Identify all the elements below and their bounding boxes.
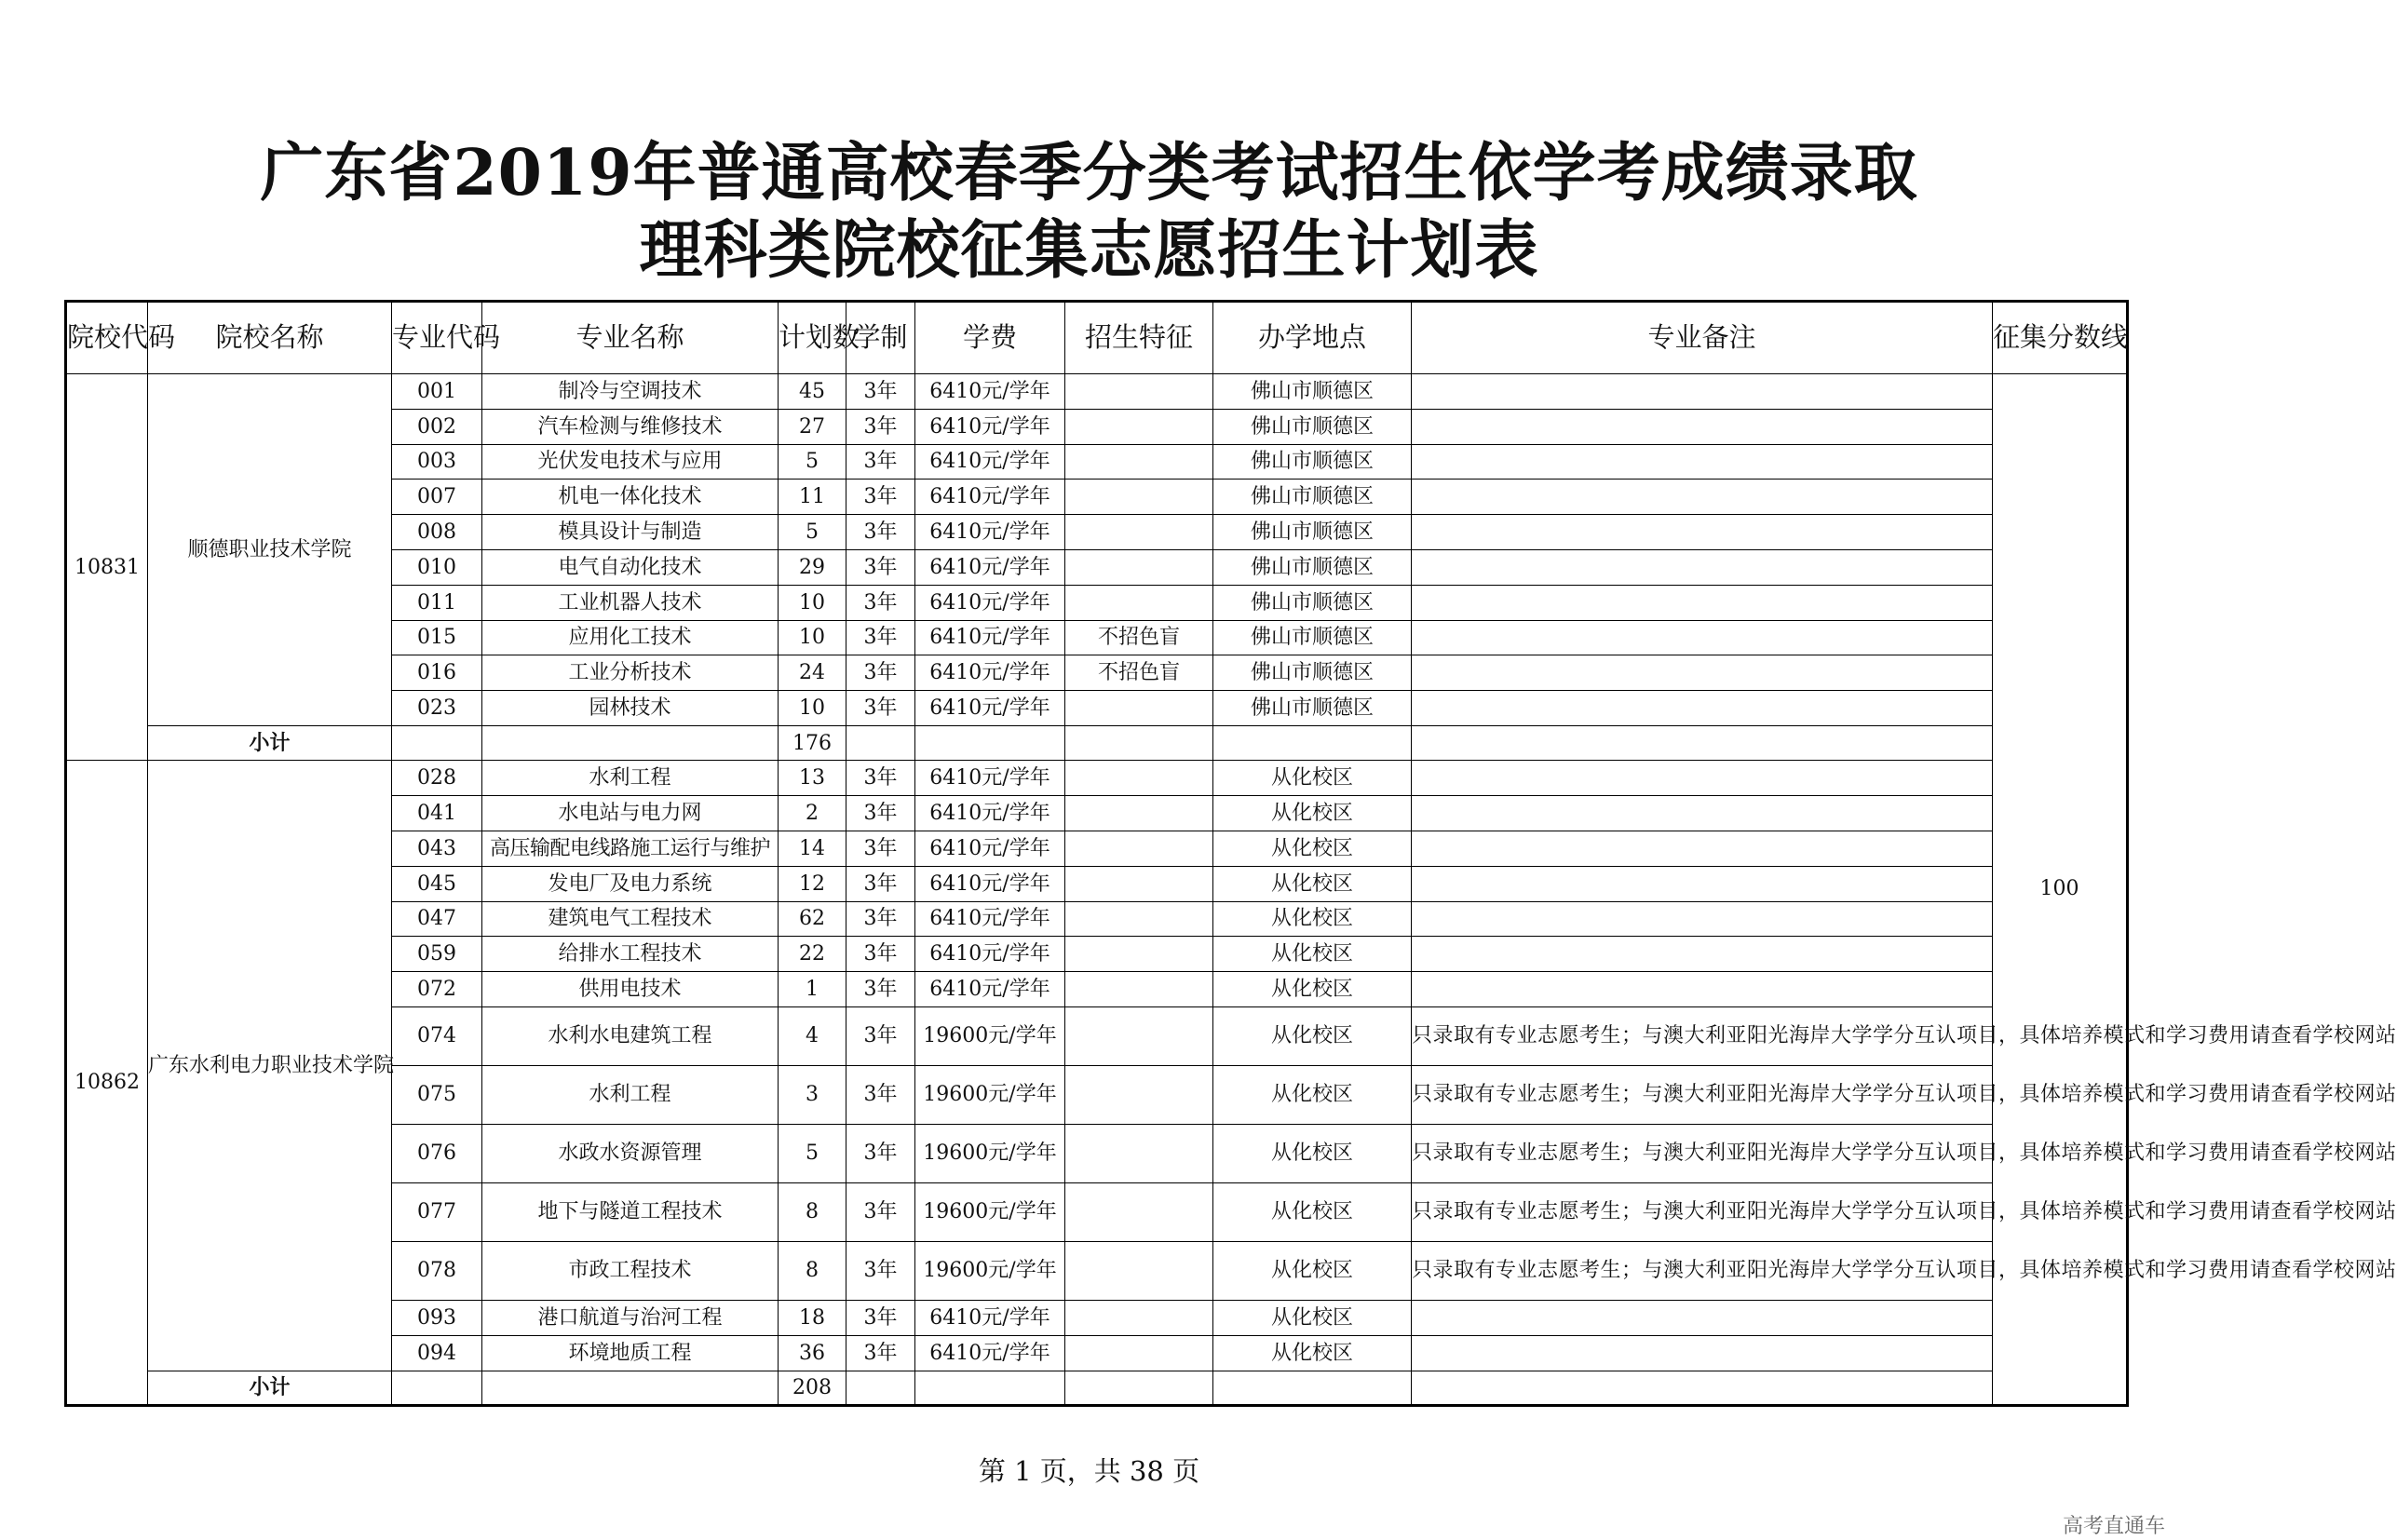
major-name-cell: 应用化工技术 (482, 620, 779, 655)
plan-cell: 27 (779, 409, 846, 444)
location-cell: 从化校区 (1213, 901, 1412, 937)
table-row (66, 374, 2128, 410)
major-name-cell: 建筑电气工程技术 (482, 901, 779, 937)
duration-cell: 3年 (846, 549, 915, 585)
remark-cell (1412, 409, 1993, 444)
school-name-cell: 广东水利电力职业技术学院 (148, 761, 392, 1371)
location-cell: 从化校区 (1213, 1125, 1412, 1183)
subtotal-empty-cell (1065, 725, 1213, 761)
fee-cell: 19600元/学年 (915, 1125, 1065, 1183)
major-name-cell: 工业分析技术 (482, 655, 779, 691)
major-name-cell: 地下与隧道工程技术 (482, 1183, 779, 1242)
major-name-cell: 制冷与空调技术 (482, 374, 779, 410)
major-name-cell: 水电站与电力网 (482, 796, 779, 831)
school-code-cell: 10831 (66, 374, 148, 761)
fee-cell: 6410元/学年 (915, 549, 1065, 585)
fee-cell: 6410元/学年 (915, 444, 1065, 480)
feature-cell (1065, 549, 1213, 585)
location-cell: 从化校区 (1213, 866, 1412, 901)
major-name-cell: 高压输配电线路施工运行与维护 (482, 831, 779, 867)
header-fee: 学费 (915, 302, 1065, 374)
remark-cell (1412, 655, 1993, 691)
feature-cell (1065, 831, 1213, 867)
feature-cell (1065, 1183, 1213, 1242)
major-name-cell: 水利工程 (482, 761, 779, 796)
duration-cell: 3年 (846, 1301, 915, 1336)
feature-cell: 不招色盲 (1065, 655, 1213, 691)
plan-cell: 45 (779, 374, 846, 410)
plan-cell: 1 (779, 972, 846, 1007)
subtotal-empty-cell (1213, 725, 1412, 761)
remark-cell (1412, 549, 1993, 585)
fee-cell: 6410元/学年 (915, 374, 1065, 410)
subtotal-empty-cell (482, 1371, 779, 1406)
subtotal-empty-cell (1412, 725, 1993, 761)
fee-cell: 6410元/学年 (915, 515, 1065, 550)
duration-cell: 3年 (846, 409, 915, 444)
fee-cell: 6410元/学年 (915, 831, 1065, 867)
header-duration: 学制 (846, 302, 915, 374)
feature-cell (1065, 1066, 1213, 1125)
major-name-cell: 水政水资源管理 (482, 1125, 779, 1183)
duration-cell: 3年 (846, 937, 915, 972)
feature-cell (1065, 1242, 1213, 1301)
duration-cell: 3年 (846, 691, 915, 726)
major-name-cell: 供用电技术 (482, 972, 779, 1007)
duration-cell: 3年 (846, 374, 915, 410)
subtotal-empty-cell (392, 725, 482, 761)
remark-cell (1412, 831, 1993, 867)
subtotal-empty-cell (846, 1371, 915, 1406)
feature-cell (1065, 796, 1213, 831)
location-cell: 佛山市顺德区 (1213, 585, 1412, 620)
plan-cell: 10 (779, 585, 846, 620)
major-name-cell: 汽车检测与维修技术 (482, 409, 779, 444)
duration-cell: 3年 (846, 585, 915, 620)
subtotal-row (66, 725, 2128, 761)
table-row (66, 761, 2128, 796)
major-name-cell: 水利工程 (482, 1066, 779, 1125)
duration-cell: 3年 (846, 1183, 915, 1242)
major-code-cell: 007 (392, 480, 482, 515)
major-code-cell: 010 (392, 549, 482, 585)
fee-cell: 19600元/学年 (915, 1066, 1065, 1125)
fee-cell: 19600元/学年 (915, 1007, 1065, 1066)
min-score-cell: 100 (1993, 374, 2128, 1406)
plan-cell: 10 (779, 691, 846, 726)
subtotal-value-cell: 176 (779, 725, 846, 761)
plan-cell: 14 (779, 831, 846, 867)
major-code-cell: 028 (392, 761, 482, 796)
major-code-cell: 078 (392, 1242, 482, 1301)
duration-cell: 3年 (846, 515, 915, 550)
duration-cell: 3年 (846, 620, 915, 655)
major-code-cell: 043 (392, 831, 482, 867)
subtotal-label-cell: 小计 (148, 1371, 392, 1406)
major-name-cell: 港口航道与治河工程 (482, 1301, 779, 1336)
plan-cell: 36 (779, 1335, 846, 1371)
feature-cell (1065, 1301, 1213, 1336)
feature-cell (1065, 1007, 1213, 1066)
plan-cell: 18 (779, 1301, 846, 1336)
feature-cell (1065, 691, 1213, 726)
feature-cell (1065, 866, 1213, 901)
remark-cell (1412, 1335, 1993, 1371)
subtotal-label-cell: 小计 (148, 725, 392, 761)
major-code-cell: 008 (392, 515, 482, 550)
plan-cell: 12 (779, 866, 846, 901)
feature-cell (1065, 409, 1213, 444)
title-line-1: 广东省2019年普通高校春季分类考试招生依学考成绩录取 (260, 136, 1918, 210)
feature-cell (1065, 585, 1213, 620)
major-name-cell: 模具设计与制造 (482, 515, 779, 550)
major-code-cell: 045 (392, 866, 482, 901)
remark-cell: 只录取有专业志愿考生；与澳大利亚阳光海岸大学学分互认项目，具体培养模式和学习费用请查看学校网站 (1412, 1242, 1993, 1301)
subtotal-value-cell: 208 (779, 1371, 846, 1406)
school-code-cell: 10862 (66, 761, 148, 1406)
plan-cell: 8 (779, 1183, 846, 1242)
duration-cell: 3年 (846, 866, 915, 901)
major-code-cell: 077 (392, 1183, 482, 1242)
duration-cell: 3年 (846, 1007, 915, 1066)
remark-cell (1412, 761, 1993, 796)
remark-cell (1412, 515, 1993, 550)
feature-cell (1065, 1335, 1213, 1371)
major-code-cell: 011 (392, 585, 482, 620)
major-code-cell: 003 (392, 444, 482, 480)
remark-cell (1412, 972, 1993, 1007)
subtotal-empty-cell (1065, 1371, 1213, 1406)
duration-cell: 3年 (846, 480, 915, 515)
feature-cell (1065, 1125, 1213, 1183)
page-footer: 第 1 页，共 38 页 (978, 1455, 1200, 1487)
fee-cell: 6410元/学年 (915, 901, 1065, 937)
major-code-cell: 001 (392, 374, 482, 410)
location-cell: 佛山市顺德区 (1213, 480, 1412, 515)
feature-cell (1065, 444, 1213, 480)
table-header-row (66, 302, 2128, 374)
duration-cell: 3年 (846, 1066, 915, 1125)
location-cell: 从化校区 (1213, 972, 1412, 1007)
major-code-cell: 076 (392, 1125, 482, 1183)
fee-cell: 6410元/学年 (915, 620, 1065, 655)
remark-cell (1412, 1301, 1993, 1336)
location-cell: 佛山市顺德区 (1213, 374, 1412, 410)
subtotal-empty-cell (482, 725, 779, 761)
duration-cell: 3年 (846, 655, 915, 691)
title-line-2: 理科类院校征集志愿招生计划表 (639, 213, 1539, 288)
duration-cell: 3年 (846, 1125, 915, 1183)
duration-cell: 3年 (846, 796, 915, 831)
fee-cell: 6410元/学年 (915, 409, 1065, 444)
major-code-cell: 041 (392, 796, 482, 831)
feature-cell (1065, 937, 1213, 972)
remark-cell: 只录取有专业志愿考生；与澳大利亚阳光海岸大学学分互认项目，具体培养模式和学习费用请查看学校网站 (1412, 1066, 1993, 1125)
header-school-name: 院校名称 (148, 302, 392, 374)
major-code-cell: 002 (392, 409, 482, 444)
subtotal-empty-cell (1213, 1371, 1412, 1406)
fee-cell: 6410元/学年 (915, 972, 1065, 1007)
plan-cell: 3 (779, 1066, 846, 1125)
remark-cell (1412, 620, 1993, 655)
header-school-code: 院校代码 (66, 302, 148, 374)
plan-cell: 5 (779, 1125, 846, 1183)
remark-cell (1412, 585, 1993, 620)
remark-cell (1412, 374, 1993, 410)
major-code-cell: 074 (392, 1007, 482, 1066)
feature-cell (1065, 901, 1213, 937)
remark-cell (1412, 901, 1993, 937)
location-cell: 从化校区 (1213, 796, 1412, 831)
major-name-cell: 水利水电建筑工程 (482, 1007, 779, 1066)
location-cell: 从化校区 (1213, 1183, 1412, 1242)
plan-cell: 2 (779, 796, 846, 831)
duration-cell: 3年 (846, 444, 915, 480)
plan-cell: 22 (779, 937, 846, 972)
admission-plan-table (64, 300, 2397, 1407)
duration-cell: 3年 (846, 1242, 915, 1301)
major-name-cell: 发电厂及电力系统 (482, 866, 779, 901)
header-major-code: 专业代码 (392, 302, 482, 374)
location-cell: 从化校区 (1213, 831, 1412, 867)
location-cell: 从化校区 (1213, 1301, 1412, 1336)
fee-cell: 19600元/学年 (915, 1183, 1065, 1242)
subtotal-empty-cell (915, 725, 1065, 761)
fee-cell: 6410元/学年 (915, 866, 1065, 901)
location-cell: 佛山市顺德区 (1213, 691, 1412, 726)
location-cell: 佛山市顺德区 (1213, 655, 1412, 691)
major-code-cell: 015 (392, 620, 482, 655)
location-cell: 佛山市顺德区 (1213, 409, 1412, 444)
duration-cell: 3年 (846, 901, 915, 937)
feature-cell (1065, 480, 1213, 515)
location-cell: 佛山市顺德区 (1213, 620, 1412, 655)
major-code-cell: 047 (392, 901, 482, 937)
duration-cell: 3年 (846, 761, 915, 796)
fee-cell: 6410元/学年 (915, 796, 1065, 831)
duration-cell: 3年 (846, 831, 915, 867)
plan-cell: 8 (779, 1242, 846, 1301)
major-name-cell: 工业机器人技术 (482, 585, 779, 620)
fee-cell: 6410元/学年 (915, 585, 1065, 620)
location-cell: 佛山市顺德区 (1213, 444, 1412, 480)
major-code-cell: 075 (392, 1066, 482, 1125)
major-name-cell: 给排水工程技术 (482, 937, 779, 972)
major-name-cell: 市政工程技术 (482, 1242, 779, 1301)
plan-cell: 5 (779, 444, 846, 480)
feature-cell: 不招色盲 (1065, 620, 1213, 655)
plan-cell: 5 (779, 515, 846, 550)
major-name-cell: 电气自动化技术 (482, 549, 779, 585)
feature-cell (1065, 515, 1213, 550)
remark-cell: 只录取有专业志愿考生；与澳大利亚阳光海岸大学学分互认项目，具体培养模式和学习费用请查看学校网站 (1412, 1125, 1993, 1183)
major-code-cell: 093 (392, 1301, 482, 1336)
location-cell: 从化校区 (1213, 761, 1412, 796)
school-name-cell: 顺德职业技术学院 (148, 374, 392, 726)
fee-cell: 6410元/学年 (915, 761, 1065, 796)
header-plan: 计划数 (779, 302, 846, 374)
location-cell: 从化校区 (1213, 1242, 1412, 1301)
subtotal-empty-cell (1412, 1371, 1993, 1406)
fee-cell: 6410元/学年 (915, 1335, 1065, 1371)
location-cell: 佛山市顺德区 (1213, 549, 1412, 585)
major-code-cell: 072 (392, 972, 482, 1007)
subtotal-empty-cell (915, 1371, 1065, 1406)
major-name-cell: 园林技术 (482, 691, 779, 726)
plan-cell: 11 (779, 480, 846, 515)
major-name-cell: 光伏发电技术与应用 (482, 444, 779, 480)
fee-cell: 6410元/学年 (915, 655, 1065, 691)
duration-cell: 3年 (846, 972, 915, 1007)
plan-cell: 62 (779, 901, 846, 937)
location-cell: 从化校区 (1213, 937, 1412, 972)
feature-cell (1065, 374, 1213, 410)
location-cell: 佛山市顺德区 (1213, 515, 1412, 550)
header-major-name: 专业名称 (482, 302, 779, 374)
plan-cell: 24 (779, 655, 846, 691)
remark-cell (1412, 444, 1993, 480)
plan-cell: 13 (779, 761, 846, 796)
remark-cell (1412, 937, 1993, 972)
header-score: 征集分数线 (1993, 302, 2128, 374)
plan-cell: 10 (779, 620, 846, 655)
feature-cell (1065, 761, 1213, 796)
subtotal-empty-cell (846, 725, 915, 761)
remark-cell: 只录取有专业志愿考生；与澳大利亚阳光海岸大学学分互认项目，具体培养模式和学习费用请查看学校网站 (1412, 1007, 1993, 1066)
remark-cell: 只录取有专业志愿考生；与澳大利亚阳光海岸大学学分互认项目，具体培养模式和学习费用请查看学校网站 (1412, 1183, 1993, 1242)
fee-cell: 6410元/学年 (915, 480, 1065, 515)
major-code-cell: 016 (392, 655, 482, 691)
plan-cell: 4 (779, 1007, 846, 1066)
major-code-cell: 059 (392, 937, 482, 972)
location-cell: 从化校区 (1213, 1335, 1412, 1371)
header-location: 办学地点 (1213, 302, 1412, 374)
major-name-cell: 机电一体化技术 (482, 480, 779, 515)
plan-cell: 29 (779, 549, 846, 585)
fee-cell: 6410元/学年 (915, 691, 1065, 726)
subtotal-empty-cell (392, 1371, 482, 1406)
location-cell: 从化校区 (1213, 1066, 1412, 1125)
watermark: 高考直通车 (2062, 1515, 2165, 1538)
location-cell: 从化校区 (1213, 1007, 1412, 1066)
remark-cell (1412, 866, 1993, 901)
header-remark: 专业备注 (1412, 302, 1993, 374)
major-name-cell: 环境地质工程 (482, 1335, 779, 1371)
major-code-cell: 023 (392, 691, 482, 726)
fee-cell: 19600元/学年 (915, 1242, 1065, 1301)
fee-cell: 6410元/学年 (915, 1301, 1065, 1336)
duration-cell: 3年 (846, 1335, 915, 1371)
major-code-cell: 094 (392, 1335, 482, 1371)
header-feature: 招生特征 (1065, 302, 1213, 374)
fee-cell: 6410元/学年 (915, 937, 1065, 972)
remark-cell (1412, 691, 1993, 726)
subtotal-row (66, 1371, 2128, 1406)
remark-cell (1412, 480, 1993, 515)
remark-cell (1412, 796, 1993, 831)
feature-cell (1065, 972, 1213, 1007)
